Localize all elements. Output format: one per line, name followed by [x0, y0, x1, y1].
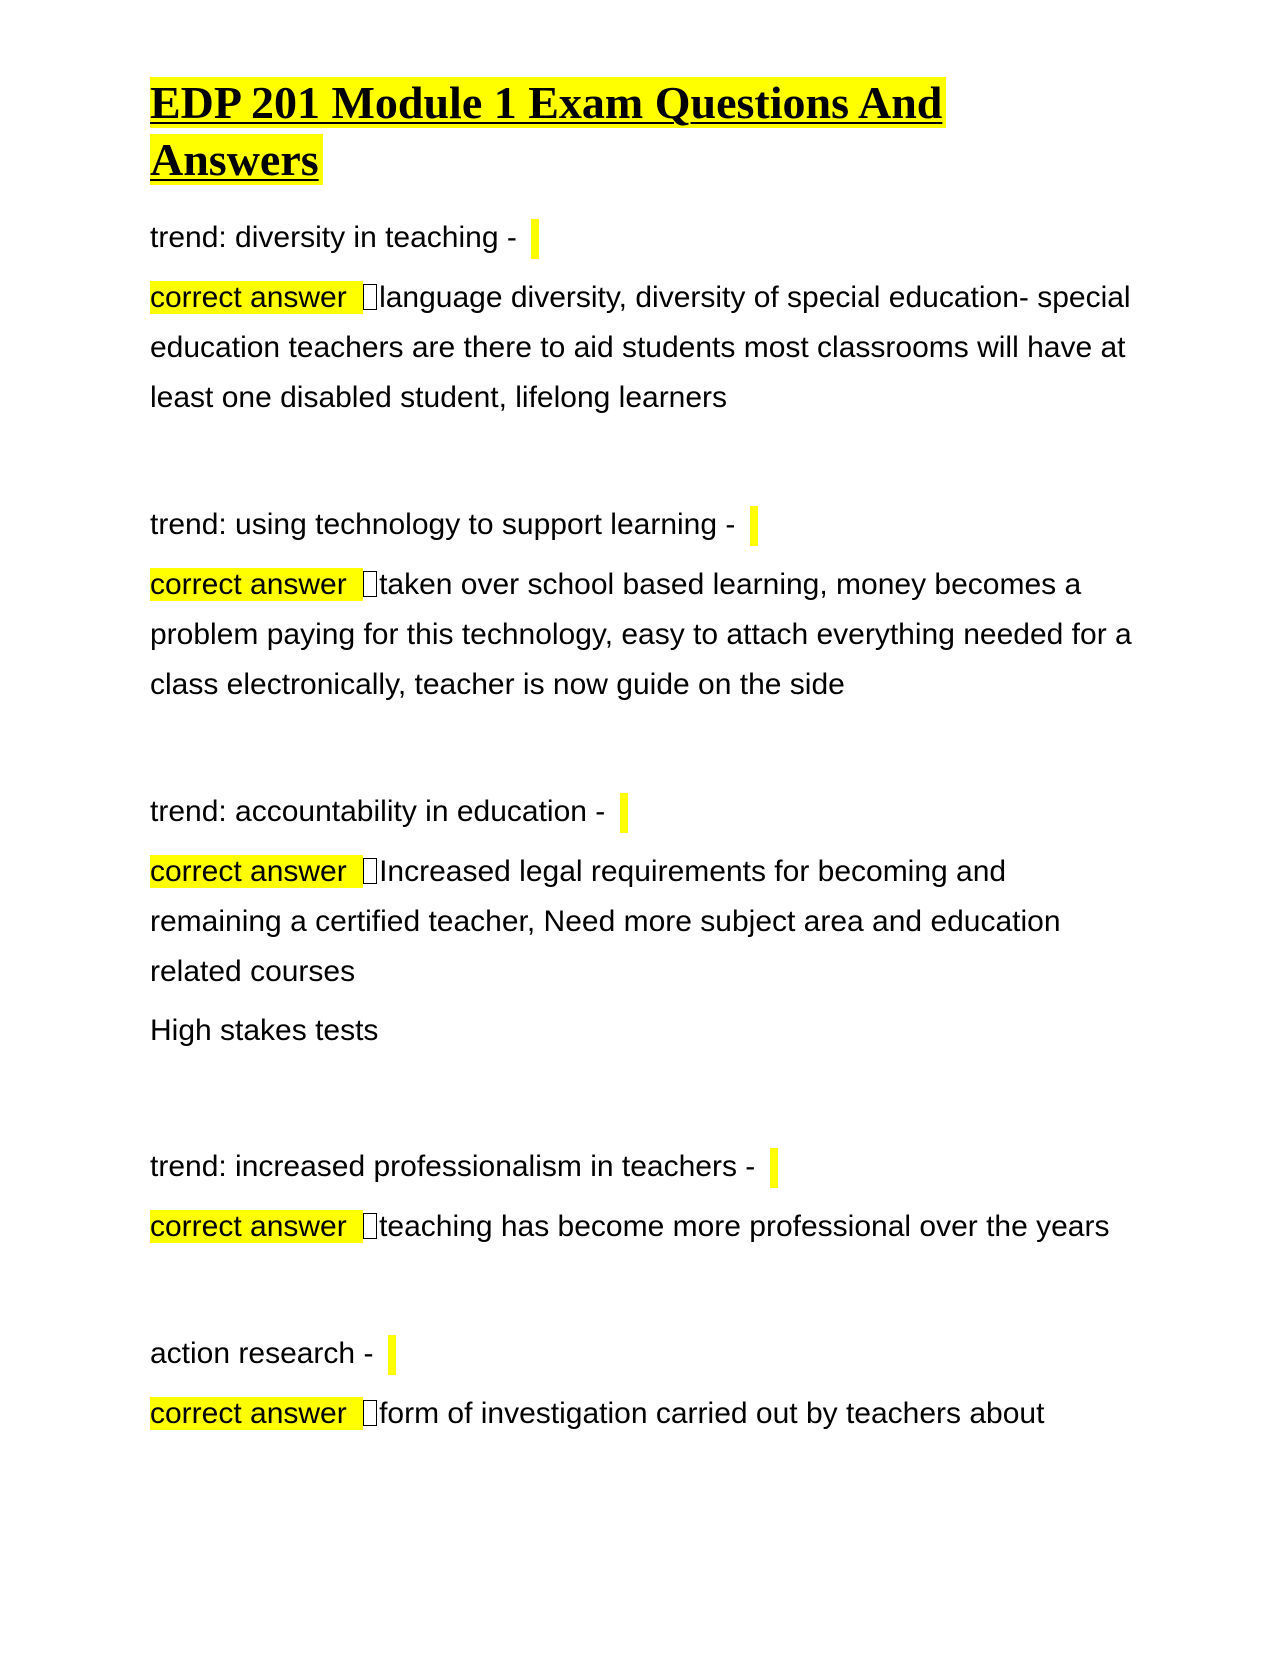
correct-answer-label: correct answer [150, 568, 363, 601]
answer-text [150, 560, 1140, 710]
missing-glyph-icon [363, 571, 377, 597]
highlight-marker [620, 793, 628, 833]
question-label: trend: accountability in education - [150, 795, 614, 829]
highlight-marker [750, 506, 758, 546]
missing-glyph-icon [363, 284, 377, 310]
answer-text [150, 847, 1140, 997]
title-line-1: EDP 201 Module 1 Exam Questions And [150, 77, 946, 128]
correct-answer-label: correct answer [150, 1397, 363, 1430]
answer-body: language diversity, diversity of special education- special education teachers are there to aid students most classrooms will have at least one disabled student, lifelong learners [150, 281, 1131, 415]
answer-extra-line: High stakes tests [150, 1014, 379, 1048]
correct-answer-label: correct answer [150, 281, 363, 314]
qa-item-5 [150, 1334, 1140, 1439]
correct-answer-label: correct answer [150, 855, 363, 888]
missing-glyph-icon [363, 1400, 377, 1426]
qa-item-2 [150, 505, 1140, 710]
answer-text [150, 273, 1140, 423]
answer-body: Increased legal requirements for becoming and remaining a certified teacher, Need more subject area and education related courses [150, 855, 1061, 989]
qa-item-4 [150, 1147, 1140, 1252]
question-text [150, 792, 1140, 833]
question-label: trend: increased professionalism in teachers - [150, 1150, 764, 1184]
highlight-marker [531, 219, 539, 259]
highlight-marker [770, 1148, 778, 1188]
qa-item-1 [150, 218, 1140, 423]
missing-glyph-icon [363, 858, 377, 884]
highlight-marker [388, 1335, 396, 1375]
question-text [150, 218, 1140, 259]
question-label: trend: using technology to support learning - [150, 508, 744, 542]
title-line-2: Answers [150, 134, 323, 185]
missing-glyph-icon [363, 1213, 377, 1239]
question-text [150, 1147, 1140, 1188]
question-label: trend: diversity in teaching - [150, 221, 526, 254]
question-text [150, 1334, 1140, 1375]
answer-text [150, 1389, 1140, 1439]
qa-item-3 [150, 792, 1140, 1051]
document-page [150, 74, 1140, 1439]
answer-body: form of investigation carried out by teachers about [379, 1397, 1045, 1431]
question-text [150, 505, 1140, 546]
correct-answer-label: correct answer [150, 1210, 363, 1243]
document-title [150, 74, 1140, 188]
answer-body: taken over school based learning, money becomes a problem paying for this technology, easy to attach everything needed for a class electronically, teacher is now guide on the side [150, 568, 1132, 702]
answer-body: teaching has become more professional over the years [379, 1210, 1110, 1244]
answer-text [150, 1202, 1140, 1252]
question-label: action research - [150, 1337, 382, 1371]
